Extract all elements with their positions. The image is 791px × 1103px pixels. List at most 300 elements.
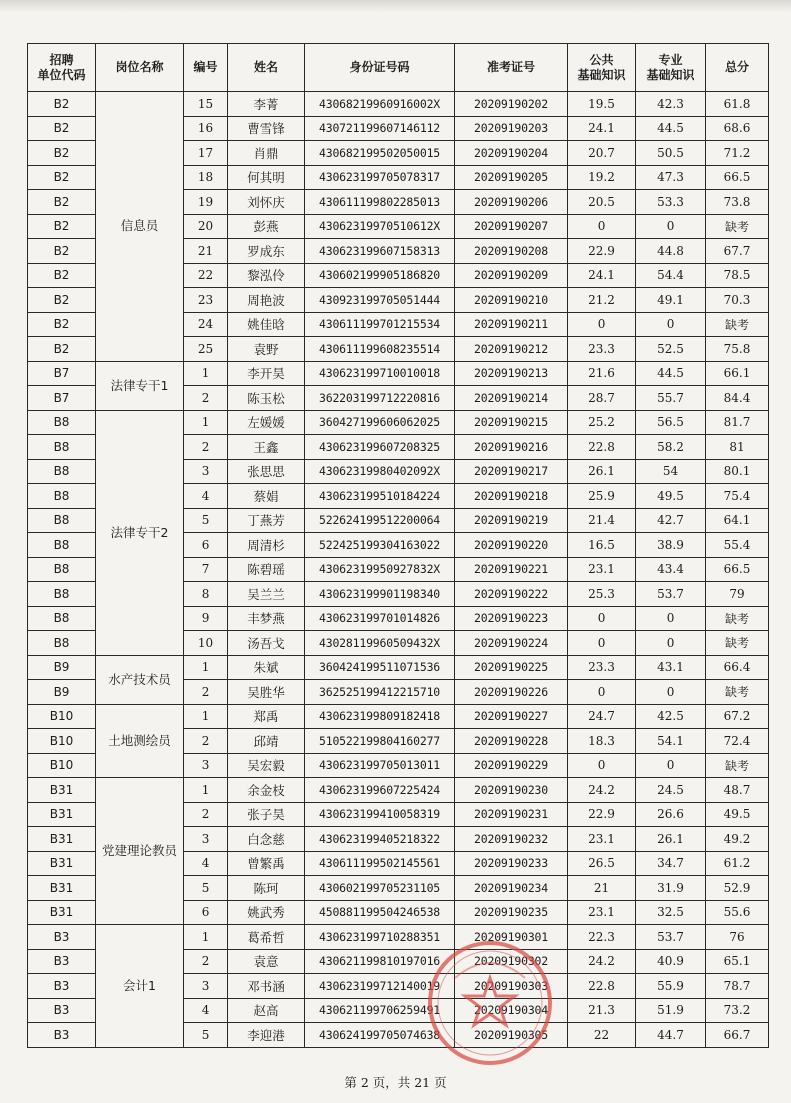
exam-number-cell: 20209190207 <box>455 214 568 239</box>
name-cell: 陈珂 <box>228 876 305 901</box>
total-score-cell: 缺考 <box>706 312 769 337</box>
total-score-cell: 49.2 <box>706 827 769 852</box>
id-number-cell: 430623199809182418 <box>305 704 455 729</box>
number-cell: 4 <box>184 998 228 1023</box>
name-cell: 姚佳晗 <box>228 312 305 337</box>
name-cell: 曾繁禹 <box>228 851 305 876</box>
name-cell: 邱靖 <box>228 729 305 754</box>
id-number-cell: 430623199607208325 <box>305 435 455 460</box>
name-cell: 朱斌 <box>228 655 305 680</box>
exam-number-cell: 20209190202 <box>455 92 568 117</box>
name-cell: 彭燕 <box>228 214 305 239</box>
number-cell: 19 <box>184 190 228 215</box>
total-score-cell: 79 <box>706 582 769 607</box>
professional-score-cell: 53.3 <box>636 190 706 215</box>
public-score-cell: 23.3 <box>568 337 636 362</box>
name-cell: 李迎港 <box>228 1023 305 1048</box>
name-cell: 李菁 <box>228 92 305 117</box>
name-cell: 王鑫 <box>228 435 305 460</box>
id-number-cell: 430624199705074638 <box>305 1023 455 1048</box>
public-score-cell: 23.3 <box>568 655 636 680</box>
id-number-cell: 430721199607146112 <box>305 116 455 141</box>
name-cell: 周清杉 <box>228 533 305 558</box>
public-score-cell: 24.1 <box>568 263 636 288</box>
exam-number-cell: 20209190305 <box>455 1023 568 1048</box>
total-score-cell: 66.5 <box>706 165 769 190</box>
public-score-cell: 23.1 <box>568 557 636 582</box>
table-row <box>28 92 769 117</box>
public-score-cell: 22.8 <box>568 974 636 999</box>
total-score-cell: 75.8 <box>706 337 769 362</box>
name-cell: 张思思 <box>228 459 305 484</box>
position-name-cell: 党建理论教员 <box>96 778 184 925</box>
header-number: 编号 <box>184 44 228 92</box>
unit-code-cell: B31 <box>28 778 96 803</box>
exam-number-cell: 20209190223 <box>455 606 568 631</box>
public-score-cell: 21 <box>568 876 636 901</box>
number-cell: 3 <box>184 753 228 778</box>
professional-score-cell: 32.5 <box>636 900 706 925</box>
unit-code-cell: B3 <box>28 949 96 974</box>
header-unit-code: 招聘 单位代码 <box>28 44 96 92</box>
id-number-cell: 522425199304163022 <box>305 533 455 558</box>
total-score-cell: 80.1 <box>706 459 769 484</box>
total-score-cell: 64.1 <box>706 508 769 533</box>
exam-number-cell: 20209190303 <box>455 974 568 999</box>
header-name: 姓名 <box>228 44 305 92</box>
exam-number-cell: 20209190234 <box>455 876 568 901</box>
unit-code-cell: B8 <box>28 631 96 656</box>
total-score-cell: 70.3 <box>706 288 769 313</box>
number-cell: 18 <box>184 165 228 190</box>
number-cell: 24 <box>184 312 228 337</box>
scan-top-edge <box>0 0 791 12</box>
id-number-cell: 430623199510184224 <box>305 484 455 509</box>
total-score-cell: 68.6 <box>706 116 769 141</box>
professional-score-cell: 49.5 <box>636 484 706 509</box>
unit-code-cell: B31 <box>28 802 96 827</box>
header-id-number: 身份证号码 <box>305 44 455 92</box>
exam-number-cell: 20209190219 <box>455 508 568 533</box>
number-cell: 2 <box>184 435 228 460</box>
total-score-cell: 84.4 <box>706 386 769 411</box>
unit-code-cell: B7 <box>28 386 96 411</box>
professional-score-cell: 54.1 <box>636 729 706 754</box>
number-cell: 3 <box>184 974 228 999</box>
number-cell: 1 <box>184 704 228 729</box>
professional-score-cell: 44.8 <box>636 239 706 264</box>
exam-number-cell: 20209190231 <box>455 802 568 827</box>
exam-number-cell: 20209190204 <box>455 141 568 166</box>
position-name-cell: 法律专干2 <box>96 410 184 655</box>
unit-code-cell: B8 <box>28 459 96 484</box>
position-name-cell: 水产技术员 <box>96 655 184 704</box>
public-score-cell: 19.2 <box>568 165 636 190</box>
number-cell: 10 <box>184 631 228 656</box>
total-score-cell: 52.9 <box>706 876 769 901</box>
number-cell: 2 <box>184 802 228 827</box>
public-score-cell: 22.9 <box>568 802 636 827</box>
table-row <box>28 361 769 386</box>
professional-score-cell: 34.7 <box>636 851 706 876</box>
public-score-cell: 26.5 <box>568 851 636 876</box>
id-number-cell: 362203199712220816 <box>305 386 455 411</box>
professional-score-cell: 42.3 <box>636 92 706 117</box>
professional-score-cell: 54.4 <box>636 263 706 288</box>
id-number-cell: 430623199712140019 <box>305 974 455 999</box>
professional-score-cell: 31.9 <box>636 876 706 901</box>
id-number-cell: 430623199607158313 <box>305 239 455 264</box>
total-score-cell: 67.7 <box>706 239 769 264</box>
unit-code-cell: B8 <box>28 435 96 460</box>
public-score-cell: 21.6 <box>568 361 636 386</box>
unit-code-cell: B3 <box>28 925 96 950</box>
name-cell: 曹雪锋 <box>228 116 305 141</box>
professional-score-cell: 0 <box>636 214 706 239</box>
exam-number-cell: 20209190224 <box>455 631 568 656</box>
professional-score-cell: 0 <box>636 753 706 778</box>
professional-score-cell: 55.9 <box>636 974 706 999</box>
unit-code-cell: B2 <box>28 92 96 117</box>
position-name-cell: 土地测绘员 <box>96 704 184 778</box>
professional-score-cell: 49.1 <box>636 288 706 313</box>
unit-code-cell: B2 <box>28 263 96 288</box>
table-row <box>28 925 769 950</box>
professional-score-cell: 0 <box>636 631 706 656</box>
total-score-cell: 66.4 <box>706 655 769 680</box>
position-name-cell: 法律专干1 <box>96 361 184 410</box>
exam-number-cell: 20209190212 <box>455 337 568 362</box>
name-cell: 黎泓伶 <box>228 263 305 288</box>
total-score-cell: 78.5 <box>706 263 769 288</box>
public-score-cell: 21.2 <box>568 288 636 313</box>
professional-score-cell: 42.7 <box>636 508 706 533</box>
professional-score-cell: 43.1 <box>636 655 706 680</box>
id-number-cell: 430923199705051444 <box>305 288 455 313</box>
header-row <box>28 44 769 92</box>
unit-code-cell: B8 <box>28 533 96 558</box>
exam-number-cell: 20209190225 <box>455 655 568 680</box>
id-number-cell: 430611199608235514 <box>305 337 455 362</box>
number-cell: 9 <box>184 606 228 631</box>
unit-code-cell: B2 <box>28 141 96 166</box>
exam-number-cell: 20209190205 <box>455 165 568 190</box>
professional-score-cell: 53.7 <box>636 925 706 950</box>
number-cell: 15 <box>184 92 228 117</box>
exam-number-cell: 20209190226 <box>455 680 568 705</box>
id-number-cell: 43062319980402092X <box>305 459 455 484</box>
total-score-cell: 81.7 <box>706 410 769 435</box>
exam-number-cell: 20209190222 <box>455 582 568 607</box>
number-cell: 1 <box>184 655 228 680</box>
unit-code-cell: B8 <box>28 508 96 533</box>
total-score-cell: 55.6 <box>706 900 769 925</box>
header-public-knowledge: 公共 基础知识 <box>568 44 636 92</box>
public-score-cell: 23.1 <box>568 900 636 925</box>
id-number-cell: 430621199706259491 <box>305 998 455 1023</box>
number-cell: 17 <box>184 141 228 166</box>
unit-code-cell: B8 <box>28 484 96 509</box>
exam-number-cell: 20209190227 <box>455 704 568 729</box>
professional-score-cell: 42.5 <box>636 704 706 729</box>
professional-score-cell: 52.5 <box>636 337 706 362</box>
unit-code-cell: B10 <box>28 704 96 729</box>
unit-code-cell: B2 <box>28 337 96 362</box>
professional-score-cell: 26.1 <box>636 827 706 852</box>
public-score-cell: 24.1 <box>568 116 636 141</box>
total-score-cell: 72.4 <box>706 729 769 754</box>
professional-score-cell: 0 <box>636 312 706 337</box>
public-score-cell: 22.3 <box>568 925 636 950</box>
unit-code-cell: B7 <box>28 361 96 386</box>
name-cell: 吴宏毅 <box>228 753 305 778</box>
id-number-cell: 430611199701215534 <box>305 312 455 337</box>
public-score-cell: 0 <box>568 680 636 705</box>
id-number-cell: 430623199705078317 <box>305 165 455 190</box>
table-row <box>28 704 769 729</box>
public-score-cell: 28.7 <box>568 386 636 411</box>
total-score-cell: 66.5 <box>706 557 769 582</box>
exam-number-cell: 20209190206 <box>455 190 568 215</box>
unit-code-cell: B2 <box>28 288 96 313</box>
id-number-cell: 510522199804160277 <box>305 729 455 754</box>
unit-code-cell: B2 <box>28 214 96 239</box>
exam-number-cell: 20209190217 <box>455 459 568 484</box>
total-score-cell: 48.7 <box>706 778 769 803</box>
unit-code-cell: B3 <box>28 998 96 1023</box>
public-score-cell: 19.5 <box>568 92 636 117</box>
number-cell: 20 <box>184 214 228 239</box>
unit-code-cell: B10 <box>28 729 96 754</box>
public-score-cell: 22 <box>568 1023 636 1048</box>
public-score-cell: 25.9 <box>568 484 636 509</box>
name-cell: 肖鼎 <box>228 141 305 166</box>
public-score-cell: 0 <box>568 606 636 631</box>
id-number-cell: 450881199504246538 <box>305 900 455 925</box>
exam-number-cell: 20209190304 <box>455 998 568 1023</box>
id-number-cell: 430623199607225424 <box>305 778 455 803</box>
total-score-cell: 缺考 <box>706 631 769 656</box>
id-number-cell: 430611199502145561 <box>305 851 455 876</box>
total-score-cell: 缺考 <box>706 606 769 631</box>
id-number-cell: 430602199905186820 <box>305 263 455 288</box>
name-cell: 吴胜华 <box>228 680 305 705</box>
number-cell: 5 <box>184 1023 228 1048</box>
exam-number-cell: 20209190301 <box>455 925 568 950</box>
public-score-cell: 20.5 <box>568 190 636 215</box>
name-cell: 葛希哲 <box>228 925 305 950</box>
number-cell: 3 <box>184 827 228 852</box>
name-cell: 刘怀庆 <box>228 190 305 215</box>
total-score-cell: 缺考 <box>706 214 769 239</box>
public-score-cell: 25.2 <box>568 410 636 435</box>
id-number-cell: 430623199710288351 <box>305 925 455 950</box>
name-cell: 姚武秀 <box>228 900 305 925</box>
professional-score-cell: 51.9 <box>636 998 706 1023</box>
unit-code-cell: B10 <box>28 753 96 778</box>
unit-code-cell: B31 <box>28 851 96 876</box>
number-cell: 5 <box>184 876 228 901</box>
name-cell: 左媛媛 <box>228 410 305 435</box>
score-table <box>27 43 769 1048</box>
id-number-cell: 430623199701014826 <box>305 606 455 631</box>
total-score-cell: 49.5 <box>706 802 769 827</box>
number-cell: 1 <box>184 778 228 803</box>
number-cell: 3 <box>184 459 228 484</box>
name-cell: 罗成东 <box>228 239 305 264</box>
unit-code-cell: B9 <box>28 680 96 705</box>
id-number-cell: 43068219960916002X <box>305 92 455 117</box>
id-number-cell: 430623199405218322 <box>305 827 455 852</box>
number-cell: 6 <box>184 900 228 925</box>
name-cell: 余金枝 <box>228 778 305 803</box>
total-score-cell: 73.2 <box>706 998 769 1023</box>
header-total: 总分 <box>706 44 769 92</box>
exam-number-cell: 20209190235 <box>455 900 568 925</box>
name-cell: 白念慈 <box>228 827 305 852</box>
unit-code-cell: B2 <box>28 190 96 215</box>
unit-code-cell: B8 <box>28 410 96 435</box>
public-score-cell: 23.1 <box>568 827 636 852</box>
exam-number-cell: 20209190233 <box>455 851 568 876</box>
header-exam-number: 准考证号 <box>455 44 568 92</box>
number-cell: 1 <box>184 925 228 950</box>
exam-number-cell: 20209190214 <box>455 386 568 411</box>
id-number-cell: 430623199410058319 <box>305 802 455 827</box>
exam-number-cell: 20209190209 <box>455 263 568 288</box>
total-score-cell: 缺考 <box>706 680 769 705</box>
table-body <box>28 92 769 1048</box>
professional-score-cell: 53.7 <box>636 582 706 607</box>
public-score-cell: 26.1 <box>568 459 636 484</box>
total-score-cell: 81 <box>706 435 769 460</box>
number-cell: 5 <box>184 508 228 533</box>
position-name-cell: 会计1 <box>96 925 184 1048</box>
public-score-cell: 20.7 <box>568 141 636 166</box>
exam-number-cell: 20209190220 <box>455 533 568 558</box>
name-cell: 袁野 <box>228 337 305 362</box>
id-number-cell: 360427199606062025 <box>305 410 455 435</box>
unit-code-cell: B2 <box>28 165 96 190</box>
public-score-cell: 25.3 <box>568 582 636 607</box>
professional-score-cell: 26.6 <box>636 802 706 827</box>
id-number-cell: 43062319970510612X <box>305 214 455 239</box>
professional-score-cell: 55.7 <box>636 386 706 411</box>
unit-code-cell: B2 <box>28 312 96 337</box>
total-score-cell: 71.2 <box>706 141 769 166</box>
number-cell: 22 <box>184 263 228 288</box>
exam-number-cell: 20209190230 <box>455 778 568 803</box>
name-cell: 邓书涵 <box>228 974 305 999</box>
number-cell: 6 <box>184 533 228 558</box>
exam-number-cell: 20209190208 <box>455 239 568 264</box>
public-score-cell: 0 <box>568 631 636 656</box>
name-cell: 周艳波 <box>228 288 305 313</box>
id-number-cell: 430623199705013011 <box>305 753 455 778</box>
public-score-cell: 22.9 <box>568 239 636 264</box>
number-cell: 4 <box>184 851 228 876</box>
name-cell: 郑禹 <box>228 704 305 729</box>
header-position: 岗位名称 <box>96 44 184 92</box>
unit-code-cell: B31 <box>28 876 96 901</box>
name-cell: 李开昊 <box>228 361 305 386</box>
name-cell: 吴兰兰 <box>228 582 305 607</box>
name-cell: 张子昊 <box>228 802 305 827</box>
exam-number-cell: 20209190210 <box>455 288 568 313</box>
number-cell: 4 <box>184 484 228 509</box>
professional-score-cell: 24.5 <box>636 778 706 803</box>
professional-score-cell: 47.3 <box>636 165 706 190</box>
header-professional-knowledge: 专业 基础知识 <box>636 44 706 92</box>
id-number-cell: 430602199705231105 <box>305 876 455 901</box>
id-number-cell: 430611199802285013 <box>305 190 455 215</box>
public-score-cell: 24.2 <box>568 778 636 803</box>
number-cell: 21 <box>184 239 228 264</box>
name-cell: 丁燕芳 <box>228 508 305 533</box>
public-score-cell: 22.8 <box>568 435 636 460</box>
unit-code-cell: B31 <box>28 900 96 925</box>
professional-score-cell: 50.5 <box>636 141 706 166</box>
public-score-cell: 24.2 <box>568 949 636 974</box>
position-name-cell: 信息员 <box>96 92 184 362</box>
total-score-cell: 61.2 <box>706 851 769 876</box>
professional-score-cell: 40.9 <box>636 949 706 974</box>
exam-number-cell: 20209190203 <box>455 116 568 141</box>
exam-number-cell: 20209190232 <box>455 827 568 852</box>
professional-score-cell: 44.5 <box>636 116 706 141</box>
total-score-cell: 73.8 <box>706 190 769 215</box>
exam-number-cell: 20209190215 <box>455 410 568 435</box>
total-score-cell: 76 <box>706 925 769 950</box>
total-score-cell: 78.7 <box>706 974 769 999</box>
public-score-cell: 0 <box>568 312 636 337</box>
table-row <box>28 655 769 680</box>
professional-score-cell: 0 <box>636 606 706 631</box>
id-number-cell: 43028119960509432X <box>305 631 455 656</box>
exam-number-cell: 20209190218 <box>455 484 568 509</box>
exam-number-cell: 20209190211 <box>455 312 568 337</box>
table-row <box>28 778 769 803</box>
total-score-cell: 66.1 <box>706 361 769 386</box>
professional-score-cell: 38.9 <box>636 533 706 558</box>
number-cell: 16 <box>184 116 228 141</box>
unit-code-cell: B8 <box>28 582 96 607</box>
name-cell: 何其明 <box>228 165 305 190</box>
exam-number-cell: 20209190229 <box>455 753 568 778</box>
professional-score-cell: 0 <box>636 680 706 705</box>
total-score-cell: 65.1 <box>706 949 769 974</box>
total-score-cell: 66.7 <box>706 1023 769 1048</box>
professional-score-cell: 56.5 <box>636 410 706 435</box>
unit-code-cell: B2 <box>28 116 96 141</box>
number-cell: 2 <box>184 949 228 974</box>
unit-code-cell: B3 <box>28 1023 96 1048</box>
number-cell: 23 <box>184 288 228 313</box>
id-number-cell: 430623199901198340 <box>305 582 455 607</box>
name-cell: 陈碧瑶 <box>228 557 305 582</box>
professional-score-cell: 54 <box>636 459 706 484</box>
name-cell: 蔡娟 <box>228 484 305 509</box>
number-cell: 25 <box>184 337 228 362</box>
id-number-cell: 43062319950927832X <box>305 557 455 582</box>
professional-score-cell: 44.5 <box>636 361 706 386</box>
number-cell: 2 <box>184 729 228 754</box>
public-score-cell: 0 <box>568 753 636 778</box>
name-cell: 袁意 <box>228 949 305 974</box>
total-score-cell: 61.8 <box>706 92 769 117</box>
total-score-cell: 67.2 <box>706 704 769 729</box>
public-score-cell: 24.7 <box>568 704 636 729</box>
